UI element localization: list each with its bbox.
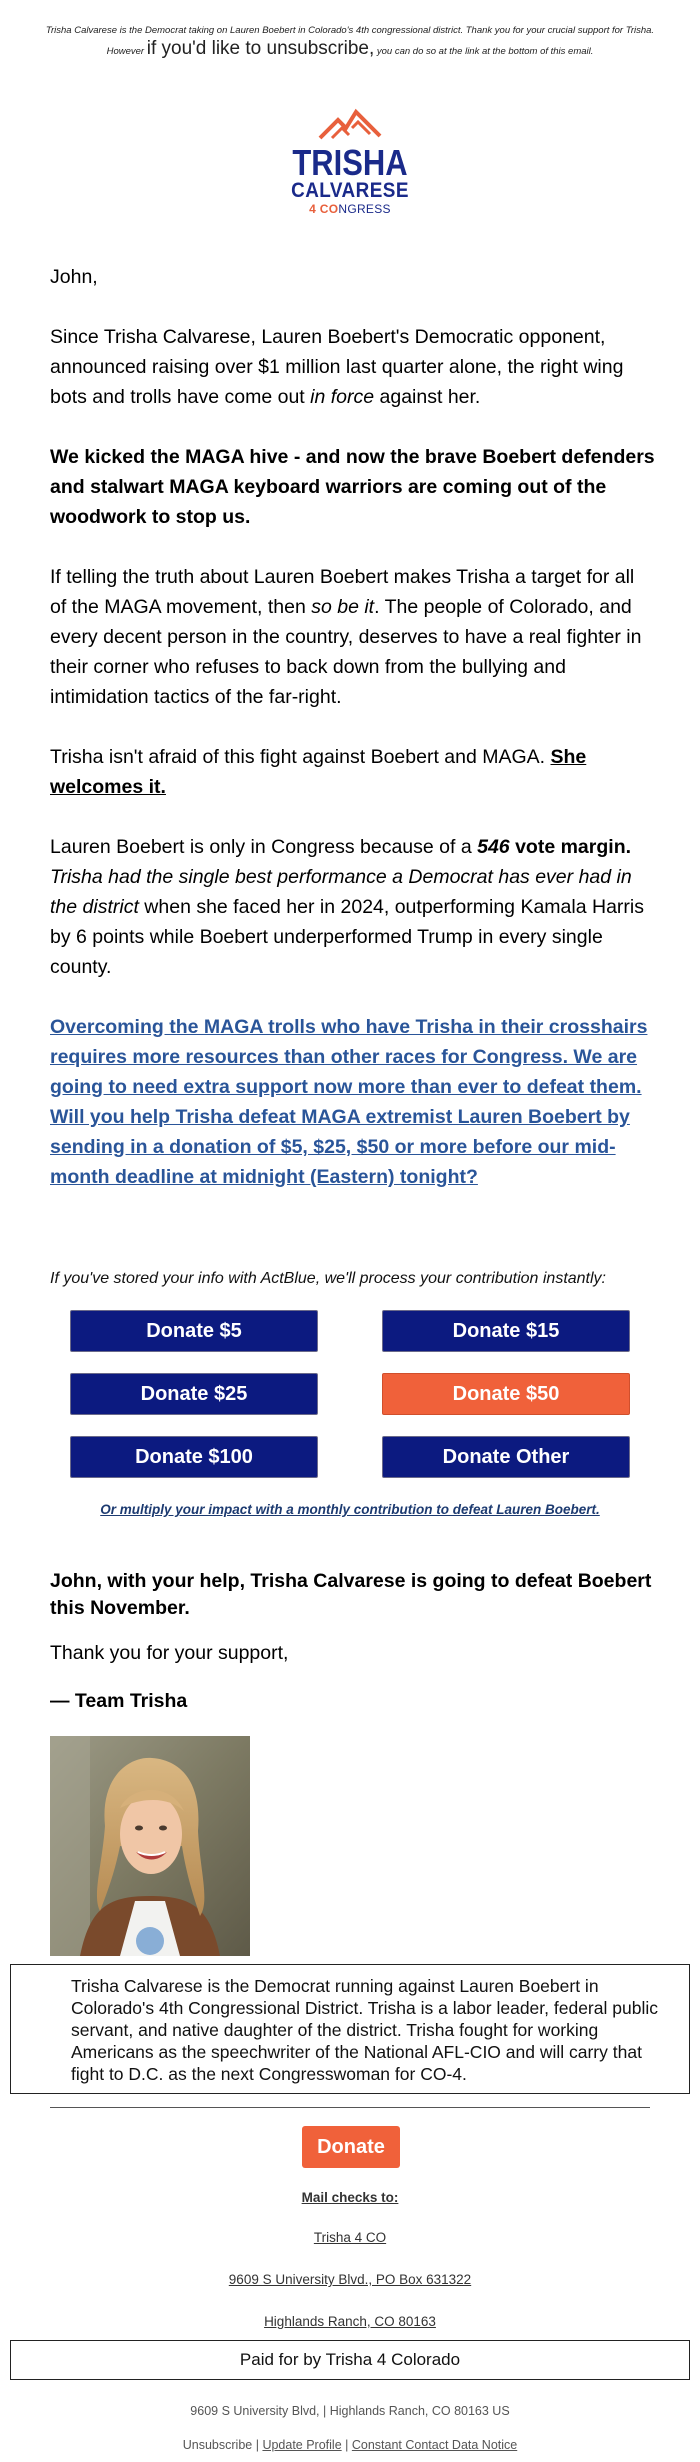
paragraph-1: Since Trisha Calvarese, Lauren Boebert's Democratic opponent, announced raising over $1 million last quarter alone, the right wing bots and trolls have come out in force against her.	[50, 326, 624, 408]
logo-first-name: TRISHA	[292, 142, 408, 183]
donate-50-button[interactable]: Donate $50	[382, 1373, 630, 1415]
signature: — Team Trisha	[50, 1690, 188, 1712]
footer-donate-button[interactable]: Donate	[302, 2126, 400, 2168]
donate-appeal-link[interactable]: Overcoming the MAGA trolls who have Trisha in their crosshairs requires more resources than other races for Congress. We are going to need extra support now more than ever to defeat them. Will you help Trisha defeat MAGA extremist Lauren Boebert by sending in a donation of $5, $25, $50 or more before our mid-month deadline at midnight (Eastern) tonight?	[50, 1016, 648, 1188]
preheader-text-end: you can do so at the link at the bottom of this email.	[374, 46, 594, 57]
roof-icon	[318, 108, 382, 142]
data-notice-link[interactable]: Constant Contact Data Notice	[351, 2438, 518, 2452]
update-profile-link[interactable]: Update Profile	[262, 2438, 342, 2452]
donate-25-button[interactable]: Donate $25	[70, 1373, 318, 1415]
greeting: John,	[50, 266, 98, 288]
actblue-note: If you've stored your info with ActBlue, we'll process your contribution instantly:	[50, 1270, 606, 1287]
footer-address: 9609 S University Blvd, | Highlands Ranch, CO 80163 US	[190, 2404, 510, 2418]
candidate-photo	[50, 1736, 250, 1956]
paragraph-4: Trisha isn't afraid of this fight against Boebert and MAGA. She welcomes it.	[50, 746, 587, 798]
mail-checks-label: Mail checks to:	[301, 2190, 399, 2205]
logo-last-name: CALVARESE	[291, 179, 409, 202]
monthly-contribution-link[interactable]: Or multiply your impact with a monthly contribution to defeat Lauren Boebert.	[100, 1502, 600, 1517]
candidate-bio: Trisha Calvarese is the Democrat running against Lauren Boebert in Colorado's 4th Congressional District. Trisha is a labor leader, federal public servant, and native daughter of the district. Trisha fought for working Americans as the speechwriter of the National AFL-CIO and will carry that fight to D.C. as the next Congresswoman for CO-4.	[10, 1964, 690, 2094]
logo-tagline: 4 CONGRESS	[309, 202, 391, 216]
paragraph-5: Lauren Boebert is only in Congress because of a 546 vote margin. Trisha had the single best performance a Democrat has ever had in the district when she faced her in 2024, outperforming Kamala Harris by 6 points while Boebert underperformed Trump in every single county.	[50, 836, 644, 978]
mail-street: 9609 S University Blvd., PO Box 631322	[228, 2272, 472, 2287]
footer-links: Unsubscribe | Update Profile | Constant Contact Data Notice	[182, 2438, 518, 2452]
mail-name: Trisha 4 CO	[313, 2230, 387, 2245]
donate-100-button[interactable]: Donate $100	[70, 1436, 318, 1478]
campaign-logo	[270, 108, 430, 218]
unsubscribe-prompt: if you'd like to unsubscribe,	[146, 38, 375, 59]
mail-city: Highlands Ranch, CO 80163	[264, 2314, 436, 2329]
paid-for-disclaimer: Paid for by Trisha 4 Colorado	[10, 2340, 690, 2380]
footer-divider	[50, 2107, 650, 2108]
paragraph-2: We kicked the MAGA hive - and now the brave Boebert defenders and stalwart MAGA keyboard warriors are coming out of the woodwork to stop us.	[50, 446, 655, 528]
thanks-line: Thank you for your support,	[50, 1642, 289, 1664]
preheader-text: Trisha Calvarese is the Democrat taking on Lauren Boebert in Colorado's 4th congressional district. Thank you for your crucial support for Trisha. However	[45, 25, 655, 57]
donate-15-button[interactable]: Donate $15	[382, 1310, 630, 1352]
paragraph-3: If telling the truth about Lauren Boebert makes Trisha a target for all of the MAGA movement, then so be it. The people of Colorado, and every decent person in the country, deserves to have a real fighter in their corner who refuses to back down from the bullying and intimidation tactics of the far-right.	[50, 566, 642, 708]
preheader	[40, 22, 660, 61]
closing-statement: John, with your help, Trisha Calvarese is going to defeat Boebert this November.	[50, 1570, 652, 1619]
donate-5-button[interactable]: Donate $5	[70, 1310, 318, 1352]
donate-other-button[interactable]: Donate Other	[382, 1436, 630, 1478]
unsubscribe-link[interactable]: Unsubscribe	[182, 2438, 253, 2452]
